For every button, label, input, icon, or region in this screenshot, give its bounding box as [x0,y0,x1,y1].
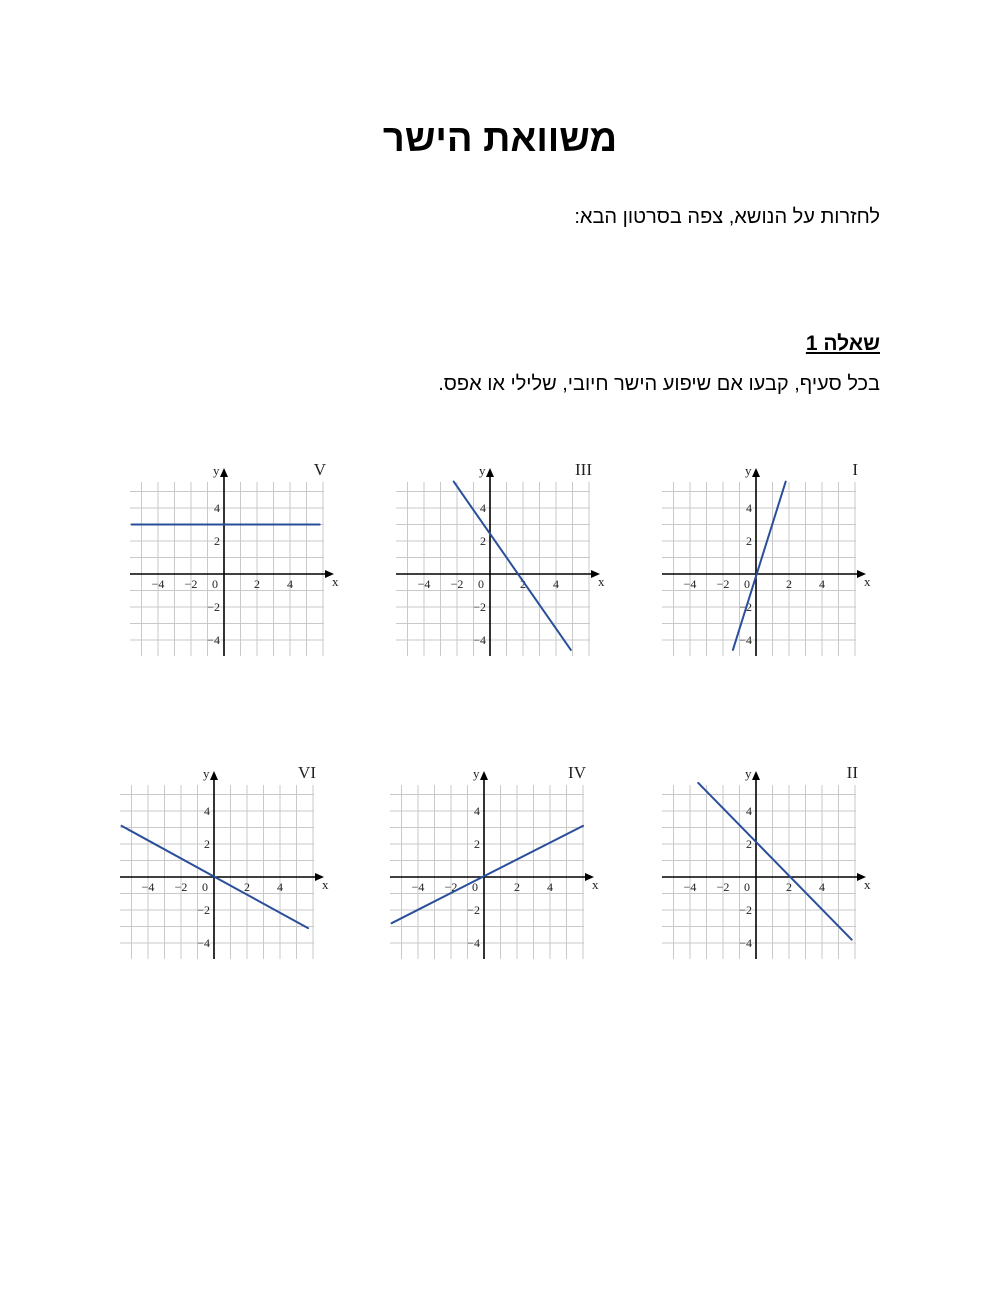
graph-label: II [846,763,858,782]
y-tick-label: 2 [214,534,220,548]
x-tick-label: 2 [254,577,260,591]
x-tick-label: −2 [716,577,730,591]
page-title: משוואת הישר [382,118,618,160]
graph-i [660,458,880,658]
y-tick-label: 4 [746,501,752,515]
graph-vi-svg [118,761,338,961]
gridlines [662,785,856,959]
x-tick-label: 2 [520,577,526,591]
y-tick-label: 4 [204,804,210,818]
y-tick-label: −2 [467,903,480,917]
y-tick-label: −2 [739,903,752,917]
gridlines [390,785,584,959]
y-tick-label: 4 [480,501,486,515]
graph-label: III [575,460,592,479]
x-tick-label: −2 [444,880,458,894]
y-tick-label: 2 [480,534,486,548]
y-axis-arrow [486,468,494,477]
x-tick-label: −4 [417,577,431,591]
y-tick-label: 2 [746,534,752,548]
graph-v [128,458,348,658]
x-tick-label: −4 [411,880,425,894]
x-tick-label: 2 [786,880,792,894]
x-axis-label: x [864,574,871,589]
graph-ii-svg [660,761,880,961]
y-tick-label: −2 [473,600,486,614]
y-tick-label: −2 [739,600,752,614]
x-tick-label: −2 [716,880,730,894]
x-axis-label: x [332,574,339,589]
x-tick-label: −4 [141,880,155,894]
y-tick-label: −2 [207,600,220,614]
x-axis-label: x [598,574,605,589]
intro-text: לחזרות על הנושא, צפה בסרטון הבא: [574,206,880,228]
y-tick-label: −4 [739,936,752,950]
x-tick-label: −2 [450,577,464,591]
graph-v-svg [128,458,348,658]
gridlines [130,482,324,656]
y-axis-label: y [479,463,486,478]
x-tick-label: −4 [683,880,697,894]
graph-iv [388,761,608,961]
x-tick-label: 0 [744,880,750,894]
x-tick-label: 2 [786,577,792,591]
y-tick-label: −4 [207,633,220,647]
x-axis-label: x [592,877,599,892]
y-axis-arrow [752,468,760,477]
graph-label: IV [568,763,586,782]
graph-iv-svg [388,761,608,961]
y-axis-arrow [220,468,228,477]
y-tick-label: 4 [746,804,752,818]
x-tick-label: 4 [819,880,825,894]
graph-i-svg [660,458,880,658]
graph-label: V [313,460,326,479]
x-tick-label: 2 [514,880,520,894]
y-tick-label: −4 [473,633,486,647]
x-tick-label: −4 [151,577,165,591]
graph-ii [660,761,880,961]
x-tick-label: 2 [244,880,250,894]
x-tick-label: 0 [478,577,484,591]
x-tick-label: −2 [174,880,188,894]
y-axis-arrow [480,771,488,780]
y-axis-label: y [473,766,480,781]
y-tick-label: −4 [739,633,752,647]
y-tick-label: 4 [214,501,220,515]
x-tick-label: −4 [683,577,697,591]
x-tick-label: 0 [472,880,478,894]
x-tick-label: 0 [212,577,218,591]
x-tick-label: 0 [744,577,750,591]
x-axis-label: x [864,877,871,892]
x-tick-label: 4 [277,880,283,894]
y-axis-label: y [745,463,752,478]
y-axis-arrow [752,771,760,780]
y-tick-label: −4 [467,936,480,950]
x-tick-label: 4 [553,577,559,591]
x-tick-label: 4 [547,880,553,894]
data-line [698,783,851,940]
y-axis-label: y [203,766,210,781]
y-axis-label: y [213,463,220,478]
graph-iii-svg [394,458,614,658]
question-heading: שאלה 1 [805,332,880,355]
graph-label: I [852,460,858,479]
graph-iii [394,458,614,658]
y-tick-label: −4 [197,936,210,950]
data-line [454,482,571,650]
y-tick-label: 2 [204,837,210,851]
graph-vi [118,761,338,961]
x-tick-label: 4 [819,577,825,591]
data-line [392,826,583,923]
gridlines [396,482,590,656]
x-tick-label: 4 [287,577,293,591]
y-tick-label: 2 [746,837,752,851]
x-axis-label: x [322,877,329,892]
y-axis-arrow [210,771,218,780]
y-tick-label: 2 [474,837,480,851]
x-tick-label: −2 [184,577,198,591]
graph-label: VI [298,763,316,782]
data-line [733,482,786,650]
y-axis-label: y [745,766,752,781]
question-text: בכל סעיף, קבעו אם שיפוע הישר חיובי, שלילי או אפס. [438,373,880,395]
x-tick-label: 0 [202,880,208,894]
gridlines [120,785,314,959]
y-tick-label: −2 [197,903,210,917]
y-tick-label: 4 [474,804,480,818]
